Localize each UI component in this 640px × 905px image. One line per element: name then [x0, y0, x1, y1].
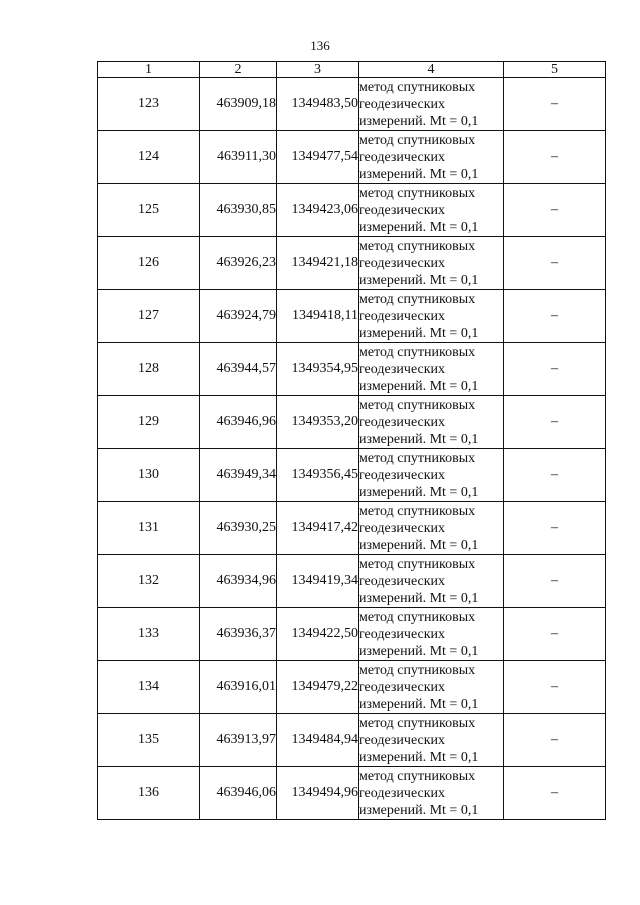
coordinate-y: 1349423,06: [277, 184, 359, 237]
method-line: измерений. Mt = 0,1: [359, 696, 479, 712]
method-line: метод спутниковых: [359, 291, 476, 307]
point-number: 127: [98, 290, 200, 343]
table-row: [98, 714, 606, 767]
header-col-2: 2: [200, 62, 277, 78]
method-line: геодезических: [359, 149, 446, 165]
coordinates-table: [97, 61, 606, 820]
table-row: [98, 396, 606, 449]
method-line: геодезических: [359, 732, 446, 748]
coordinate-y: 1349353,20: [277, 396, 359, 449]
method-line: измерений. Mt = 0,1: [359, 537, 479, 553]
coordinate-x: 463930,25: [200, 502, 277, 555]
coordinate-y: 1349418,11: [277, 290, 359, 343]
note-cell: –: [504, 661, 606, 714]
table-row: [98, 608, 606, 661]
method-cell: [359, 290, 504, 343]
table-row: [98, 555, 606, 608]
method-line: метод спутниковых: [359, 79, 476, 95]
table-row: [98, 290, 606, 343]
method-line: геодезических: [359, 308, 446, 324]
coordinate-y: 1349477,54: [277, 131, 359, 184]
table-row: [98, 449, 606, 502]
header-row: [98, 62, 606, 78]
point-number: 136: [98, 767, 200, 820]
method-line: измерений. Mt = 0,1: [359, 749, 479, 765]
note-cell: –: [504, 78, 606, 131]
method-line: измерений. Mt = 0,1: [359, 484, 479, 500]
method-line: геодезических: [359, 467, 446, 483]
method-line: измерений. Mt = 0,1: [359, 113, 479, 129]
point-number: 135: [98, 714, 200, 767]
table-row: [98, 502, 606, 555]
method-line: метод спутниковых: [359, 185, 476, 201]
table-row: [98, 78, 606, 131]
method-line: метод спутниковых: [359, 503, 476, 519]
coordinate-y: 1349356,45: [277, 449, 359, 502]
coordinate-x: 463946,06: [200, 767, 277, 820]
table-row: [98, 661, 606, 714]
coordinate-y: 1349419,34: [277, 555, 359, 608]
header-col-5: 5: [504, 62, 606, 78]
header-col-4: 4: [359, 62, 504, 78]
point-number: 134: [98, 661, 200, 714]
method-line: геодезических: [359, 202, 446, 218]
coordinate-y: 1349417,42: [277, 502, 359, 555]
method-cell: [359, 661, 504, 714]
method-cell: [359, 502, 504, 555]
method-line: геодезических: [359, 361, 446, 377]
coordinate-x: 463946,96: [200, 396, 277, 449]
note-cell: –: [504, 502, 606, 555]
method-line: метод спутниковых: [359, 132, 476, 148]
point-number: 124: [98, 131, 200, 184]
note-cell: –: [504, 396, 606, 449]
method-cell: [359, 555, 504, 608]
table-row: [98, 343, 606, 396]
point-number: 128: [98, 343, 200, 396]
point-number: 129: [98, 396, 200, 449]
method-line: метод спутниковых: [359, 450, 476, 466]
note-cell: –: [504, 767, 606, 820]
coordinate-x: 463930,85: [200, 184, 277, 237]
method-line: метод спутниковых: [359, 768, 476, 784]
coordinate-y: 1349354,95: [277, 343, 359, 396]
coordinate-x: 463916,01: [200, 661, 277, 714]
coordinate-x: 463924,79: [200, 290, 277, 343]
note-cell: –: [504, 449, 606, 502]
point-number: 132: [98, 555, 200, 608]
point-number: 123: [98, 78, 200, 131]
note-cell: –: [504, 131, 606, 184]
method-line: метод спутниковых: [359, 344, 476, 360]
method-line: измерений. Mt = 0,1: [359, 643, 479, 659]
method-line: измерений. Mt = 0,1: [359, 219, 479, 235]
method-line: метод спутниковых: [359, 609, 476, 625]
table-row: [98, 767, 606, 820]
coordinate-x: 463944,57: [200, 343, 277, 396]
note-cell: –: [504, 714, 606, 767]
note-cell: –: [504, 555, 606, 608]
method-cell: [359, 396, 504, 449]
method-cell: [359, 237, 504, 290]
method-line: измерений. Mt = 0,1: [359, 378, 479, 394]
coordinate-x: 463949,34: [200, 449, 277, 502]
method-line: метод спутниковых: [359, 715, 476, 731]
method-cell: [359, 767, 504, 820]
table-row: [98, 131, 606, 184]
method-line: геодезических: [359, 626, 446, 642]
point-number: 125: [98, 184, 200, 237]
coordinate-y: 1349483,50: [277, 78, 359, 131]
note-cell: –: [504, 290, 606, 343]
coordinate-y: 1349484,94: [277, 714, 359, 767]
method-line: метод спутниковых: [359, 662, 476, 678]
method-line: измерений. Mt = 0,1: [359, 166, 479, 182]
coordinate-x: 463909,18: [200, 78, 277, 131]
table-row: [98, 184, 606, 237]
page-number: 136: [310, 38, 330, 53]
method-cell: [359, 131, 504, 184]
method-line: геодезических: [359, 785, 446, 801]
method-line: геодезических: [359, 255, 446, 271]
coordinate-x: 463926,23: [200, 237, 277, 290]
method-cell: [359, 714, 504, 767]
method-line: измерений. Mt = 0,1: [359, 431, 479, 447]
method-cell: [359, 184, 504, 237]
coordinate-y: 1349422,50: [277, 608, 359, 661]
method-cell: [359, 78, 504, 131]
point-number: 126: [98, 237, 200, 290]
method-line: геодезических: [359, 679, 446, 695]
point-number: 130: [98, 449, 200, 502]
method-cell: [359, 608, 504, 661]
method-cell: [359, 343, 504, 396]
table-row: [98, 237, 606, 290]
point-number: 133: [98, 608, 200, 661]
method-line: измерений. Mt = 0,1: [359, 272, 479, 288]
coordinate-x: 463911,30: [200, 131, 277, 184]
note-cell: –: [504, 237, 606, 290]
method-line: геодезических: [359, 96, 446, 112]
coordinate-y: 1349494,96: [277, 767, 359, 820]
note-cell: –: [504, 184, 606, 237]
method-line: метод спутниковых: [359, 397, 476, 413]
point-number: 131: [98, 502, 200, 555]
table-body: [98, 78, 606, 820]
coordinate-x: 463936,37: [200, 608, 277, 661]
method-line: геодезических: [359, 414, 446, 430]
method-line: измерений. Mt = 0,1: [359, 590, 479, 606]
method-line: метод спутниковых: [359, 238, 476, 254]
method-cell: [359, 449, 504, 502]
method-line: геодезических: [359, 520, 446, 536]
coordinate-y: 1349479,22: [277, 661, 359, 714]
header-col-3: 3: [277, 62, 359, 78]
coordinate-x: 463934,96: [200, 555, 277, 608]
method-line: измерений. Mt = 0,1: [359, 325, 479, 341]
note-cell: –: [504, 343, 606, 396]
table-header: [98, 62, 606, 78]
coordinate-y: 1349421,18: [277, 237, 359, 290]
method-line: метод спутниковых: [359, 556, 476, 572]
note-cell: –: [504, 608, 606, 661]
coordinate-x: 463913,97: [200, 714, 277, 767]
header-col-1: 1: [98, 62, 200, 78]
method-line: геодезических: [359, 573, 446, 589]
method-line: измерений. Mt = 0,1: [359, 802, 479, 818]
